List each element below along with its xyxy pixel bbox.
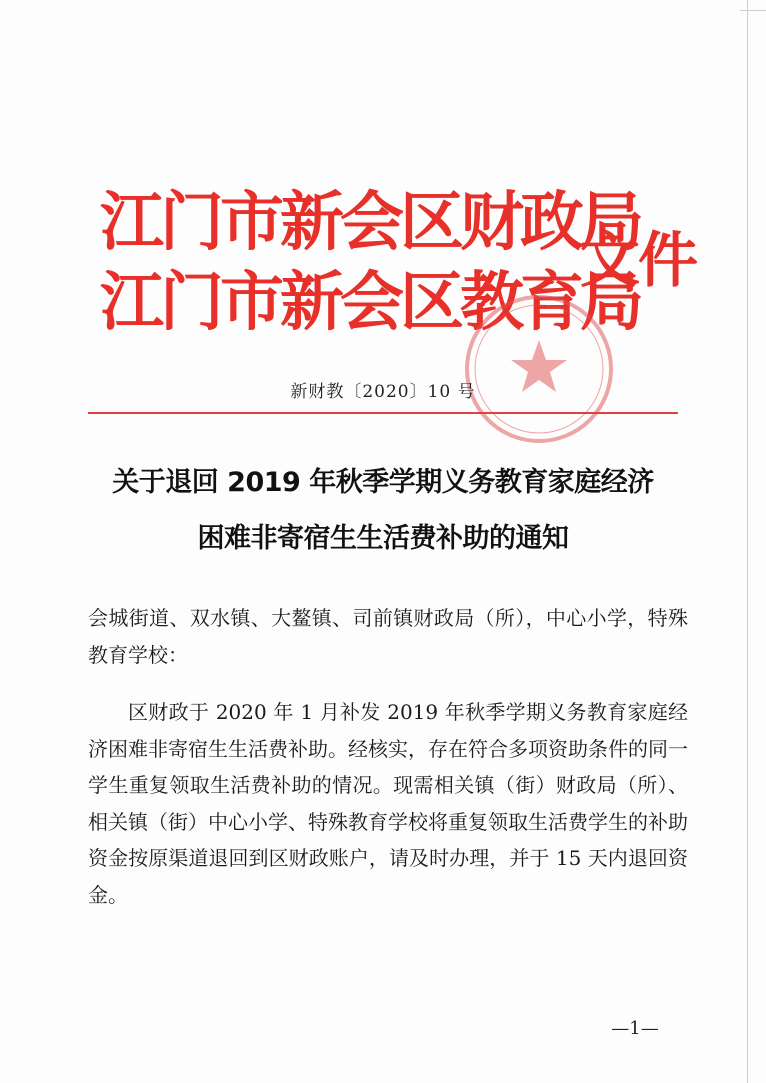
body-paragraph: 区财政于 2020 年 1 月补发 2019 年秋季学期义务教育家庭经济困难非寄宿生生活费补助。经核实，存在符合多项资助条件的同一学生重复领取生活费补助的情况。现需相关镇（街）财政局（所）、相关镇（街）中心小学、特殊教育学校将重复领取生活费学生的补助资金按原渠道退回到区财政账户，请及时办理，并于 15 天内退回资金。 [88, 700, 688, 907]
issuer-finance-bureau: 江门市新会区财政局 [100, 186, 640, 260]
document-title-line-1: 关于退回 2019 年秋季学期义务教育家庭经济 [112, 467, 654, 498]
red-separator-line [88, 412, 678, 414]
issuer-education-bureau: 江门市新会区教育局 [100, 266, 640, 340]
page-number: —1— [611, 1018, 659, 1039]
document-number: 新财教〔2020〕10 号 [290, 382, 476, 402]
document-title-line-2: 困难非寄宿生生活费补助的通知 [197, 523, 569, 554]
official-seal-icon [462, 292, 616, 446]
scan-edge-line [747, 0, 748, 1083]
document-type-label: 文件 [580, 226, 696, 296]
scan-edge-line-top [740, 10, 766, 11]
addressee-paragraph: 会城街道、双水镇、大鳌镇、司前镇财政局（所），中心小学，特殊教育学校： [88, 606, 688, 667]
